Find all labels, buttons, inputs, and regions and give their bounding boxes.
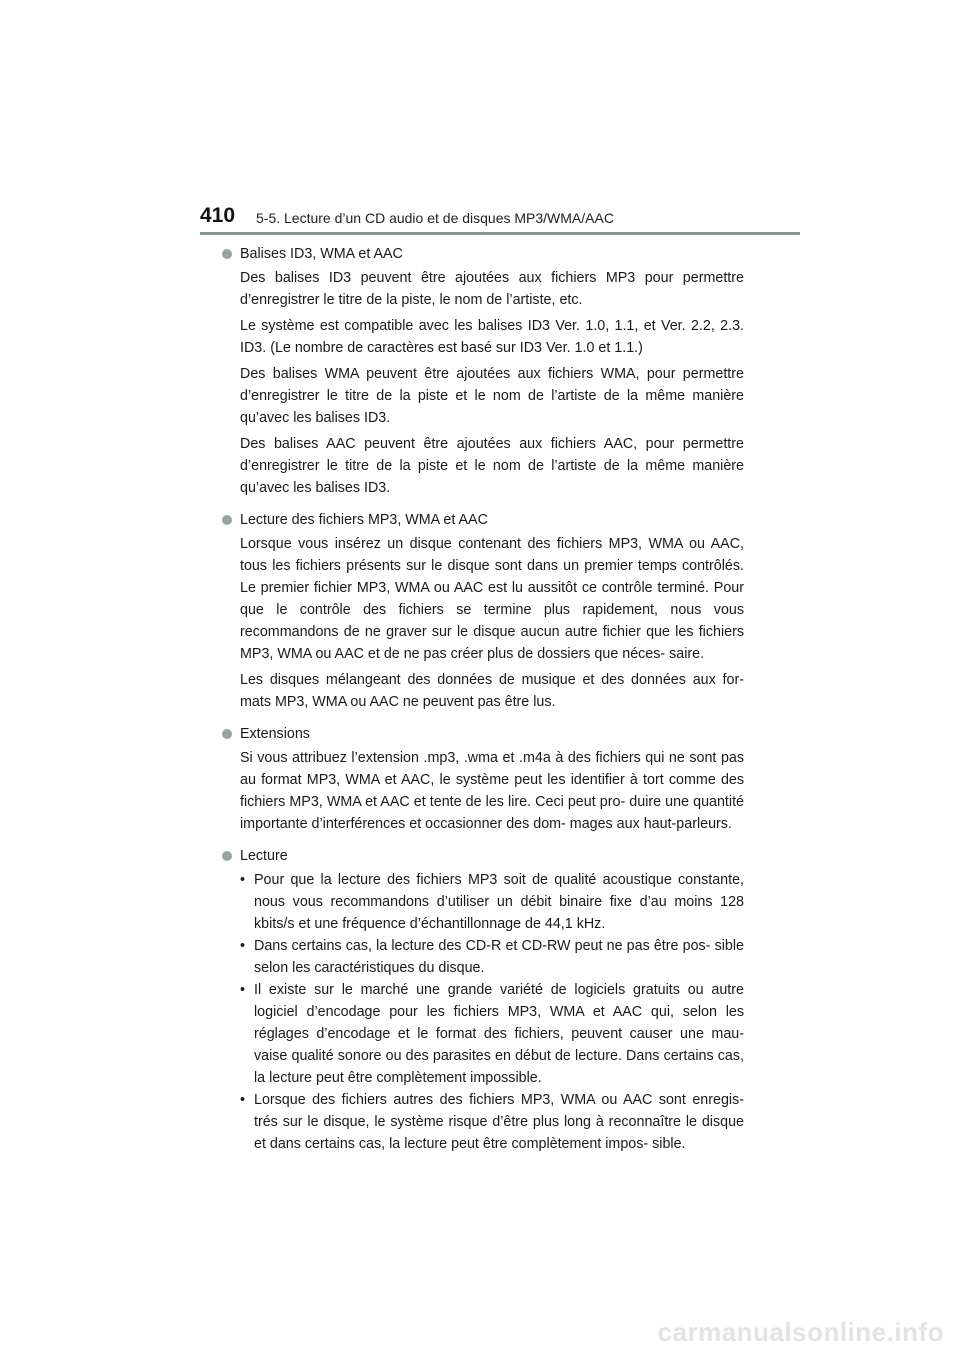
paragraph: Les disques mélangeant des données de musique et des données aux for- mats MP3, WMA ou AAC ne peuvent pas être lus. (240, 672, 744, 710)
section-heading (222, 243, 744, 265)
section-heading (222, 845, 744, 867)
section-heading (222, 509, 744, 531)
section-heading-text: Lecture (240, 848, 288, 864)
paragraph: Des balises AAC peuvent être ajoutées aux fichiers AAC, pour permettre d’enregistrer le titre de la piste et le nom de l’artiste de la même manière qu’avec les balises ID3. (240, 436, 744, 496)
section-title: 5-5. Lecture d’un CD audio et de disques MP3/WMA/AAC (256, 210, 614, 226)
page-content (222, 243, 744, 1155)
list-item: • Pour que la lecture des fichiers MP3 soit de qualité acoustique constante, nous vous recommandons d’utiliser un débit binaire fixe d’au moins 128 kbits/s et une fréquence d’échantillonnage de 44,1 kHz. (240, 869, 744, 935)
page-header (200, 204, 800, 236)
list-item: • Lorsque des fichiers autres des fichiers MP3, WMA ou AAC sont enregis- trés sur le disque, le système risque d’être plus long à reconnaître le disque et dans certains cas, la lecture peut être complètement impos- sible. (240, 1089, 744, 1155)
paragraph: Le système est compatible avec les balises ID3 Ver. 1.0, 1.1, et Ver. 2.2, 2.3. ID3. (Le nombre de caractères est basé sur ID3 Ver. 1.0 et 1.1.) (240, 318, 744, 356)
bullet-dot-icon (222, 729, 232, 739)
bullet-dot-icon (222, 249, 232, 259)
list-item: • Dans certains cas, la lecture des CD-R et CD-RW peut ne pas être pos- sible selon les caractéristiques du disque. (240, 935, 744, 979)
list-item: • Il existe sur le marché une grande variété de logiciels gratuits ou autre logiciel d’encodage pour les fichiers MP3, WMA et AAC qui, selon les réglages d’encodage et le format des fichiers, peuvent causer une mau- vaise qualité sonore ou des parasites en début de lecture. Dans certains cas, la lecture peut être complètement impossible. (240, 979, 744, 1089)
section-heading-text: Balises ID3, WMA et AAC (240, 246, 403, 262)
paragraph: Si vous attribuez l’extension .mp3, .wma et .m4a à des fichiers qui ne sont pas au format MP3, WMA et AAC, le système peut les identifier à tort comme des fichiers MP3, WMA et AAC et tente de les lire. Ceci peut pro- duire une quantité importante d’interférences et occasionner des dom- mages aux haut-parleurs. (240, 750, 744, 832)
watermark: carmanualsonline.info (657, 1317, 944, 1347)
bullet-dot-icon (222, 851, 232, 861)
paragraph: Des balises WMA peuvent être ajoutées aux fichiers WMA, pour permettre d’enregistrer le titre de la piste et le nom de l’artiste de la même manière qu’avec les balises ID3. (240, 366, 744, 426)
section-heading-text: Extensions (240, 726, 310, 742)
paragraph: Lorsque vous insérez un disque contenant des fichiers MP3, WMA ou AAC, tous les fichiers présents sur le disque sont dans un premier temps contrôlés. Le premier fichier MP3, WMA ou AAC est lu aussitôt ce contrôle terminé. Pour que le contrôle des fichiers se termine plus rapidement, nous vous recommandons de ne graver sur le disque aucun autre fichier que les fichiers MP3, WMA ou AAC et de ne pas créer plus de dossiers que néces- saire. (240, 536, 744, 662)
section-heading-text: Lecture des fichiers MP3, WMA et AAC (240, 512, 488, 528)
paragraph: Des balises ID3 peuvent être ajoutées aux fichiers MP3 pour permettre d’enregistrer le titre de la piste, le nom de l’artiste, etc. (240, 270, 744, 308)
header-divider (200, 232, 800, 235)
bullet-dot-icon (222, 515, 232, 525)
page-number: 410 (200, 204, 236, 227)
bullet-list (240, 869, 744, 1155)
section-heading (222, 723, 744, 745)
